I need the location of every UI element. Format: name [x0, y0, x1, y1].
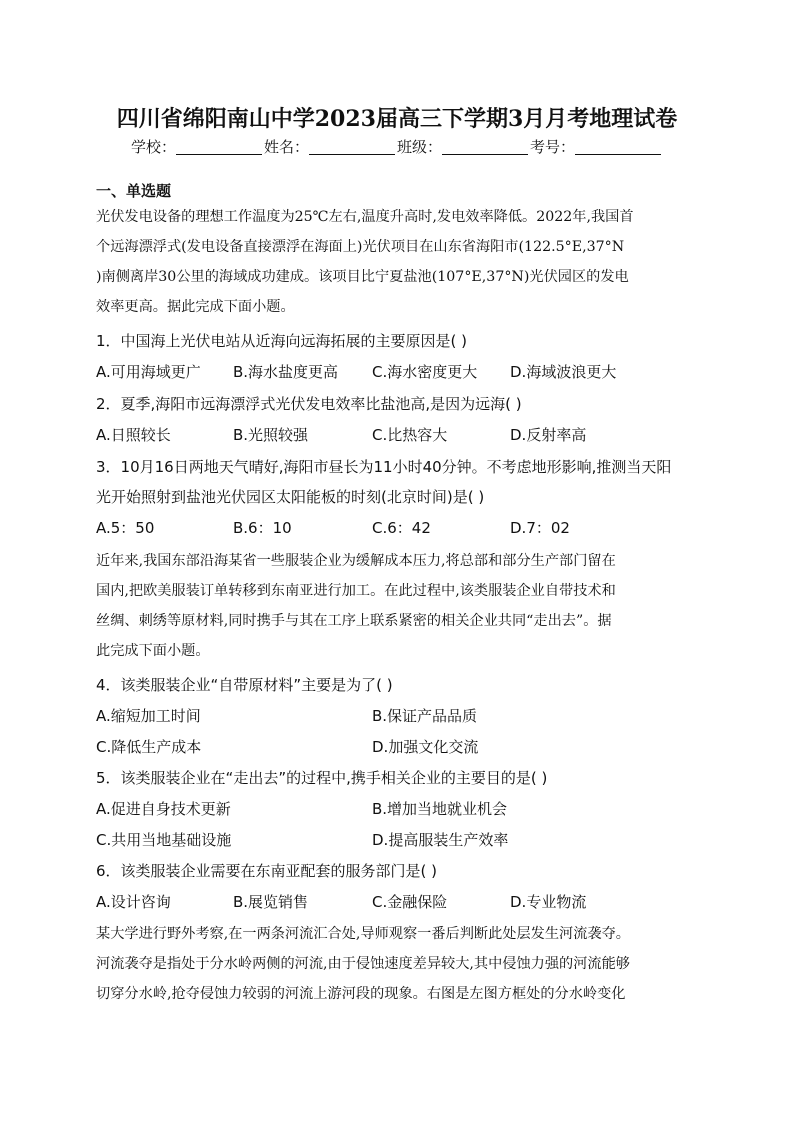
material-1-line: 个远海漂浮式(发电设备直接漂浮在海面上)光伏项目在山东省海阳市(122.5°E,37°N: [96, 239, 625, 255]
question-5-option-d[interactable]: D.提高服装生产效率: [372, 831, 509, 849]
question-6-option-b[interactable]: B.展览销售: [233, 893, 309, 911]
question-5-stem: 5．该类服装企业在“走出去”的过程中,携手相关企业的主要目的是( ): [96, 769, 548, 787]
question-1-option-c[interactable]: C.海水密度更大: [372, 363, 478, 381]
question-4-option-c[interactable]: C.降低生产成本: [96, 738, 202, 756]
class-blank[interactable]: [442, 140, 528, 155]
question-3-stem: 3．10月16日两地天气晴好,海阳市昼长为11小时40分钟。不考虑地形影响,推测当天阳: [96, 458, 672, 476]
question-4-option-b[interactable]: B.保证产品品质: [372, 707, 478, 725]
question-2-stem: 2．夏季,海阳市远海漂浮式光伏发电效率比盐池高,是因为远海( ): [96, 395, 522, 413]
name-label: 姓名：: [263, 138, 309, 156]
question-5-option-a[interactable]: A.促进自身技术更新: [96, 800, 231, 818]
material-1-line: )南侧离岸30公里的海域成功建成。该项目比宁夏盐池(107°E,37°N)光伏园区的发电: [96, 269, 629, 285]
material-3-line: 某大学进行野外考察,在一两条河流汇合处,导师观察一番后判断此处层发生河流袭夺。: [96, 926, 630, 942]
school-blank[interactable]: [176, 140, 262, 155]
question-3-option-a[interactable]: A.5：50: [96, 519, 155, 537]
question-5-option-c[interactable]: C.共用当地基础设施: [96, 831, 232, 849]
question-6-option-d[interactable]: D.专业物流: [510, 893, 587, 911]
question-6-option-c[interactable]: C.金融保险: [372, 893, 448, 911]
question-1-option-d[interactable]: D.海域波浪更大: [510, 363, 617, 381]
question-4-stem: 4．该类服装企业“自带原材料”主要是为了( ): [96, 676, 393, 694]
question-6-stem: 6．该类服装企业需要在东南亚配套的服务部门是( ): [96, 862, 438, 880]
question-2-option-c[interactable]: C.比热容大: [372, 426, 448, 444]
question-2-option-b[interactable]: B.光照较强: [233, 426, 309, 444]
exam-number-label: 考号：: [530, 138, 576, 156]
material-1-line: 效率更高。据此完成下面小题。: [96, 299, 295, 315]
exam-number-blank[interactable]: [575, 140, 661, 155]
question-4-option-a[interactable]: A.缩短加工时间: [96, 707, 201, 725]
question-1-option-a[interactable]: A.可用海域更广: [96, 363, 201, 381]
class-label: 班级：: [397, 138, 443, 156]
question-2-option-d[interactable]: D.反射率高: [510, 426, 587, 444]
material-2-line: 国内,把欧美服装订单转移到东南亚进行加工。在此过程中,该类服装企业自带技术和: [96, 583, 616, 599]
name-blank[interactable]: [309, 140, 395, 155]
question-5-option-b[interactable]: B.增加当地就业机会: [372, 800, 508, 818]
question-6-option-a[interactable]: A.设计咨询: [96, 893, 171, 911]
page-title: 四川省绵阳南山中学2023届高三下学期3月月考地理试卷: [116, 106, 678, 132]
material-3-line: 河流袭夺是指处于分水岭两侧的河流,由于侵蚀速度差异较大,其中侵蚀力强的河流能够: [96, 956, 630, 972]
section-heading: 一、单选题: [96, 182, 172, 200]
question-3-option-c[interactable]: C.6：42: [372, 519, 431, 537]
school-label: 学校：: [130, 138, 176, 156]
question-3-stem: 光开始照射到盐池光伏园区太阳能板的时刻(北京时间)是( ): [96, 488, 485, 506]
question-4-option-d[interactable]: D.加强文化交流: [372, 738, 479, 756]
material-2-line: 丝绸、刺绣等原材料,同时携手与其在工序上联系紧密的相关企业共同“走出去”。据: [96, 613, 612, 629]
question-3-option-d[interactable]: D.7：02: [510, 519, 570, 537]
material-2-line: 近年来,我国东部沿海某省一些服装企业为缓解成本压力,将总部和部分生产部门留在: [96, 553, 616, 569]
question-1-stem: 1．中国海上光伏电站从近海向远海拓展的主要原因是( ): [96, 332, 468, 350]
material-3-line: 切穿分水岭,抢夺侵蚀力较弱的河流上游河段的现象。右图是左图方框处的分水岭变化: [96, 986, 626, 1002]
student-info-row: [0, 136, 794, 157]
question-3-option-b[interactable]: B.6：10: [233, 519, 292, 537]
question-2-option-a[interactable]: A.日照较长: [96, 426, 171, 444]
material-1-line: 光伏发电设备的理想工作温度为25℃左右,温度升高时,发电效率降低。2022年,我国首: [96, 209, 634, 225]
question-1-option-b[interactable]: B.海水盐度更高: [233, 363, 339, 381]
material-2-line: 此完成下面小题。: [96, 643, 210, 659]
